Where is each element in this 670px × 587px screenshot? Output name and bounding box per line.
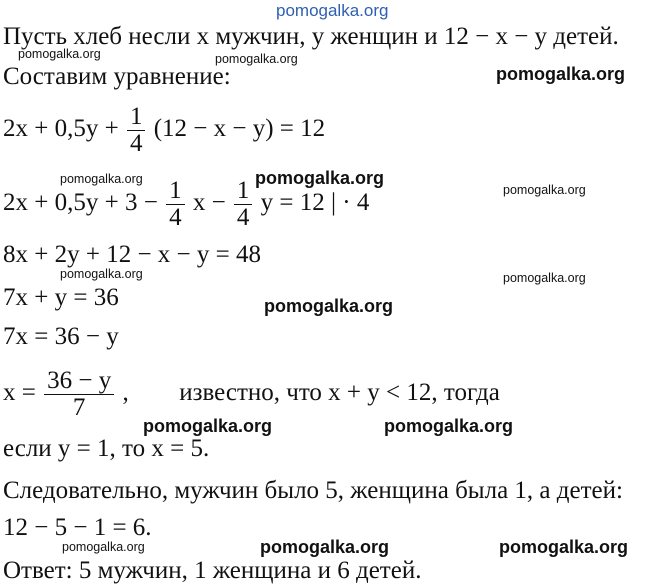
- fraction-numerator: 1: [166, 178, 185, 205]
- equation-6-left: x =: [3, 379, 36, 407]
- watermark: pomogalka.org: [255, 168, 385, 188]
- answer-line: Ответ: 5 мужчин, 1 женщина и 6 детей.: [3, 557, 422, 584]
- watermark: pomogalka.org: [264, 296, 394, 316]
- equation-2-part-c: y = 12 | · 4: [260, 189, 370, 217]
- equation-4: 7x + y = 36: [3, 284, 119, 311]
- equation-1-left: 2x + 0,5y +: [3, 115, 119, 143]
- watermark: pomogalka.org: [215, 52, 298, 66]
- fraction-numerator: 36 − y: [44, 368, 114, 395]
- equation-5: 7x = 36 − y: [3, 323, 119, 350]
- watermark: pomogalka.org: [60, 172, 143, 186]
- known-condition-text: известно, что x + y < 12, тогда: [179, 379, 500, 407]
- problem-statement: Пусть хлеб несли x мужчин, y женщин и 12 − x − y детей.: [3, 23, 619, 50]
- equation-6-comma: ,: [122, 379, 129, 407]
- watermark: pomogalka.org: [143, 416, 273, 436]
- watermark: pomogalka.org: [503, 271, 586, 285]
- fraction-one-quarter: [127, 104, 146, 157]
- fraction-36-minus-y-over-7: [44, 368, 114, 421]
- watermark: pomogalka.org: [496, 64, 626, 84]
- watermark: pomogalka.org: [60, 267, 143, 281]
- equation-1-right: (12 − x − y) = 12: [153, 115, 326, 143]
- equation-1: [3, 104, 325, 157]
- watermark: pomogalka.org: [62, 540, 145, 554]
- equation-2-part-a: 2x + 0,5y + 3 −: [3, 189, 158, 217]
- equation-2-part-b: x −: [192, 189, 226, 217]
- fraction-denominator: 4: [169, 204, 182, 231]
- watermark-top: pomogalka.org: [276, 1, 389, 20]
- equation-6: [3, 368, 500, 421]
- fraction-denominator: 4: [129, 130, 143, 157]
- calculation-line: 12 − 5 − 1 = 6.: [3, 514, 152, 541]
- watermark: pomogalka.org: [503, 183, 586, 197]
- watermark: pomogalka.org: [260, 537, 390, 557]
- if-line: если y = 1, то x = 5.: [3, 435, 210, 462]
- watermark: pomogalka.org: [384, 416, 514, 436]
- conclusion-line: Следовательно, мужчин было 5, женщина была 1, а детей:: [3, 477, 623, 504]
- fraction-denominator: 7: [72, 394, 86, 421]
- compose-equation-label: Составим уравнение:: [3, 63, 231, 90]
- fraction-one-quarter-x: [166, 178, 185, 231]
- fraction-numerator: 1: [234, 178, 253, 205]
- fraction-numerator: 1: [127, 104, 146, 131]
- watermark: pomogalka.org: [18, 47, 101, 61]
- fraction-denominator: 4: [236, 204, 250, 231]
- fraction-one-quarter-y: [234, 178, 253, 231]
- equation-3: 8x + 2y + 12 − x − y = 48: [3, 241, 261, 268]
- watermark: pomogalka.org: [499, 537, 629, 557]
